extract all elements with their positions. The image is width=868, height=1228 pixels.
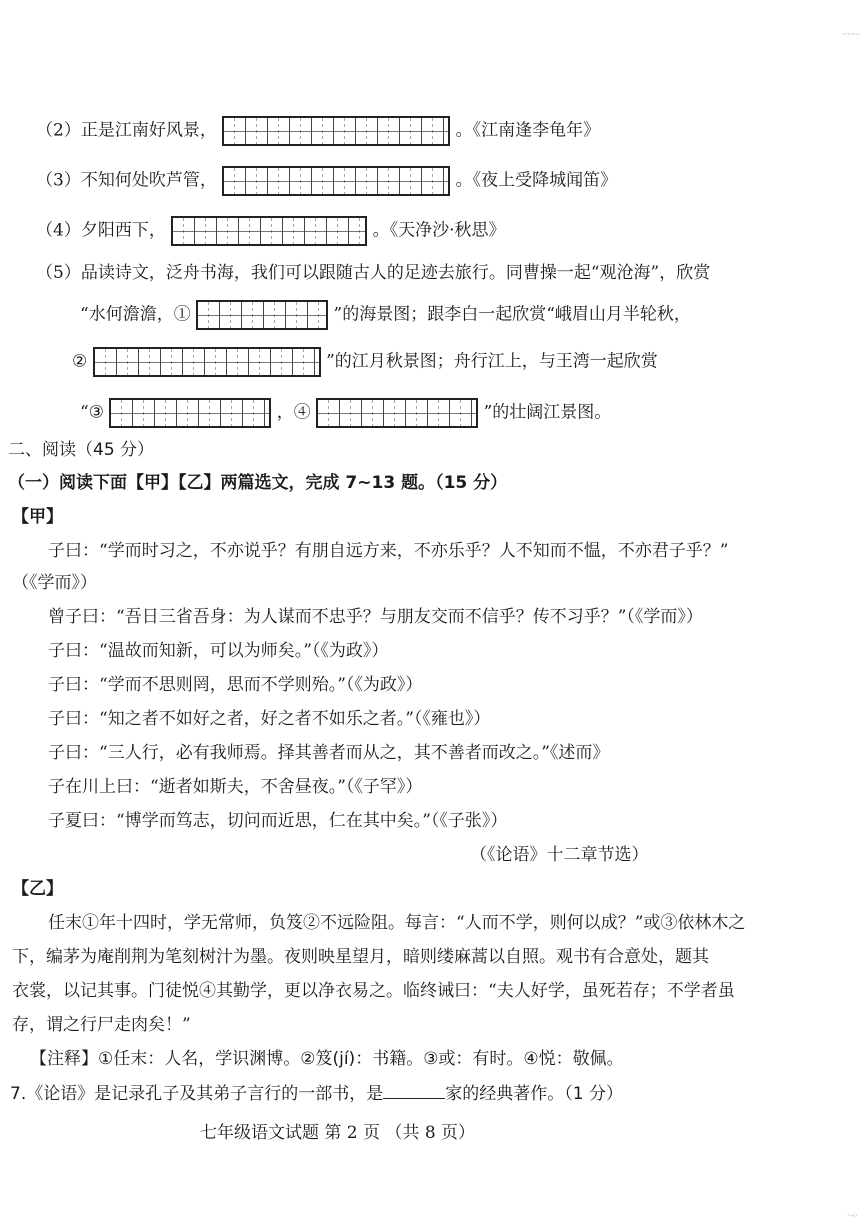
question-7: 7.《论语》是记录孔子及其弟子言行的一部书，是 家的经典著作。（1 分） [10, 1084, 623, 1104]
jia-line: 子曰：“三人行，必有我师焉。择其善者而从之，其不善者而改之。”《述而》 [48, 743, 610, 763]
jia-source: （《论语》十二章节选） [470, 845, 649, 865]
section-heading: 二、阅读（45 分） [8, 440, 155, 460]
answer-grid-q3[interactable] [222, 166, 450, 196]
yi-line: 衣裳，以记其事。门徒悦④其勤学，更以净衣易之。临终诫曰：“夫人好学，虽死若存；不学者虽 [12, 981, 735, 1001]
passage-yi-label: 【乙】 [12, 879, 63, 899]
part-heading: （一）阅读下面【甲】【乙】两篇选文，完成 7~13 题。（15 分） [8, 473, 508, 493]
answer-grid-q4[interactable] [171, 216, 367, 246]
question-5-intro: （5）品读诗文，泛舟书海，我们可以跟随古人的足迹去旅行。同曹操一起“观沧海”，欣赏 [36, 263, 711, 283]
passage-jia-label: 【甲】 [12, 507, 63, 527]
question-5-line2: “水何澹澹，① ”的海景图；跟李白一起欣赏“峨眉山月半轮秋， [80, 300, 691, 330]
answer-grid-q5-3[interactable] [109, 398, 271, 428]
scan-mark: ······· [842, 30, 860, 39]
question-4: （4）夕阳西下， 。《天净沙·秋思》 [36, 216, 506, 246]
answer-blank-q7[interactable] [383, 1082, 445, 1099]
jia-line: 曾子曰：“吾日三省吾身：为人谋而不忠乎？与朋友交而不信乎？传不习乎？”（《学而》） [48, 607, 703, 627]
page-footer: 七年级语文试题 第 2 页 （共 8 页） [200, 1123, 476, 1143]
answer-grid-q5-2[interactable] [93, 347, 321, 377]
yi-line: 存，谓之行尸走肉矣！” [12, 1015, 191, 1035]
jia-line: （《学而》） [12, 573, 97, 593]
question-3: （3）不知何处吹芦管， 。《夜上受降城闻笛》 [36, 166, 617, 196]
jia-line: 子曰：“知之者不如好之者，好之者不如乐之者。”（《雍也》） [48, 709, 491, 729]
question-5-line3: ② ”的江月秋景图；舟行江上，与王湾一起欣赏 [72, 347, 658, 377]
jia-line: 子曰：“学而时习之，不亦说乎？有朋自远方来，不亦乐乎？人不知而不愠，不亦君子乎？” [48, 541, 729, 561]
question-5-line4: “③ ，④ ”的壮阔江景图。 [80, 398, 611, 428]
jia-line: 子曰：“学而不思则罔，思而不学则殆。”（《为政》） [48, 675, 423, 695]
jia-line: 子夏曰：“博学而笃志，切问而近思，仁在其中矣。”（《子张》） [48, 811, 508, 831]
yi-line: 任末①年十四时，学无常师，负笈②不远险阻。每言：“人而不学，则何以成？”或③依林木之 [48, 913, 746, 933]
jia-line: 子曰：“温故而知新，可以为师矣。”（《为政》） [48, 641, 389, 661]
scan-mark: ·-‹· [847, 1211, 858, 1220]
annotation-notes: 【注释】①任末：人名，学识渊博。②笈(jí)：书籍。③或：有时。④悦：敬佩。 [30, 1049, 624, 1069]
answer-grid-q5-1[interactable] [196, 300, 328, 330]
jia-line: 子在川上曰：“逝者如斯夫，不舍昼夜。”（《子罕》） [48, 777, 423, 797]
yi-line: 下，编茅为庵削荆为笔刻树汁为墨。夜则映星望月，暗则缕麻蒿以自照。观书有合意处，题其 [12, 947, 709, 967]
answer-grid-q5-4[interactable] [316, 398, 478, 428]
question-2: （2）正是江南好风景， 。《江南逢李龟年》 [36, 116, 600, 146]
answer-grid-q2[interactable] [222, 116, 450, 146]
